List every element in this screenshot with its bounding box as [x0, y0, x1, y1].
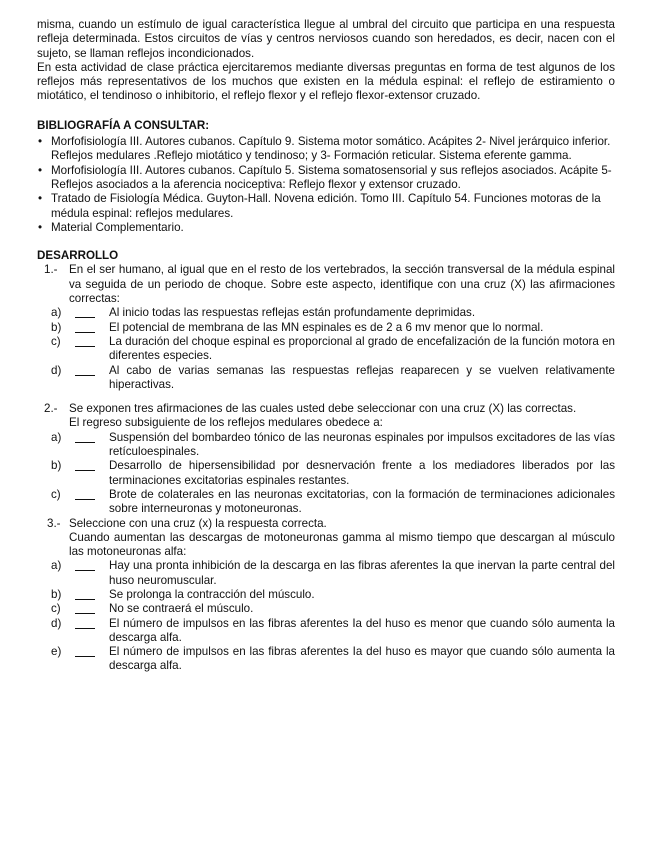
answer-blank[interactable]: [75, 346, 95, 347]
list-item: • Tratado de Fisiología Médica. Guyton-Hall. Novena edición. Tomo III. Capítulo 54. Funciones motoras de la médula espinal: reflejos medulares.: [38, 192, 601, 220]
question-subtext: Cuando aumentan las descargas de motoneuronas gamma al mismo tiempo que descargan al músculo las motoneuronas alfa:: [69, 530, 615, 559]
answer-blank[interactable]: [75, 599, 95, 600]
answer-option[interactable]: c) No se contraerá el músculo.: [51, 602, 254, 616]
answer-option[interactable]: a) Hay una pronta inhibición de la descarga en las fibras aferentes Ia que inervan la parte central del huso neuromuscular.: [51, 559, 615, 587]
question-1: [37, 263, 615, 306]
answer-blank[interactable]: [75, 613, 95, 614]
answer-option[interactable]: d) El número de impulsos en las fibras aferentes Ia del huso es menor que cuando sólo aumenta la descarga alfa.: [51, 616, 615, 644]
answer-option[interactable]: b) Desarrollo de hipersensibilidad por desnervación frente a los mediadores liberados por las terminaciones excitatorias espinales restantes.: [51, 459, 615, 487]
answer-option[interactable]: a) Al inicio todas las respuestas reflejas están profundamente deprimidas.: [51, 306, 476, 320]
question-number: 3.-: [47, 516, 61, 530]
list-item: • Morfofisiología III. Autores cubanos. Capítulo 5. Sistema somatosensorial y sus reflejos asociados. Acápite 5-Reflejos asociados a la aferencia nociceptiva: Reflejo flexor y extensor cruzado.: [38, 163, 612, 191]
bibliography-list: [37, 135, 615, 235]
question-text: Seleccione con una cruz (x) la respuesta correcta.: [69, 516, 327, 530]
answer-blank[interactable]: [75, 656, 95, 657]
answer-blank[interactable]: [75, 442, 95, 443]
intro-section: [37, 18, 615, 104]
list-item: • Material Complementario.: [38, 220, 184, 234]
answer-option[interactable]: d) Al cabo de varias semanas las respuestas reflejas reaparecen y se vuelven relativamente hiperactivas.: [51, 363, 615, 391]
bullet-icon: •: [38, 220, 43, 234]
answer-blank[interactable]: [75, 499, 95, 500]
answer-blank[interactable]: [75, 317, 95, 318]
answer-blank[interactable]: [75, 332, 95, 333]
bibliography-heading: BIBLIOGRAFÍA A CONSULTAR:: [37, 118, 210, 132]
answer-option[interactable]: b) El potencial de membrana de las MN espinales es de 2 a 6 mv menor que lo normal.: [51, 320, 544, 334]
answer-blank[interactable]: [75, 375, 95, 376]
development-heading: DESARROLLO: [37, 249, 119, 263]
answer-option[interactable]: c) La duración del choque espinal es proporcional al grado de encefalización de la función motora en diferentes especies.: [51, 334, 615, 363]
answer-blank[interactable]: [75, 628, 95, 629]
answer-option[interactable]: c) Brote de colaterales en las neuronas excitatorias, con la formación de terminaciones adicionales sobre interneuronas y motoneuronas.: [51, 487, 615, 516]
bullet-icon: •: [38, 163, 43, 177]
intro-paragraph: misma, cuando un estímulo de igual característica llegue al umbral del circuito que participa en una respuesta refleja determinada. Estos circuitos de vías y centros nerviosos cuando son heredados, es decir, nacen con el sujeto, se llaman reflejos incondicionados.: [37, 18, 615, 60]
answer-blank[interactable]: [75, 570, 95, 571]
question-number: 2.-: [44, 402, 58, 416]
question-2: [37, 402, 615, 416]
answer-option[interactable]: b) Se prolonga la contracción del músculo.: [51, 587, 315, 601]
document-page: [37, 18, 615, 674]
bullet-icon: •: [38, 192, 43, 206]
answer-blank[interactable]: [75, 470, 95, 471]
intro-paragraph: En esta actividad de clase práctica ejercitaremos mediante diversas preguntas en forma de test algunos de los reflejos más representativos de los muchos que existen en la médula espinal: el reflejo de estiramiento o miotático, el tendinoso o inhibitorio, el reflejo flexor y el reflejo flexor-extensor cruzado.: [37, 60, 615, 103]
bullet-icon: •: [38, 135, 43, 149]
answer-option[interactable]: e) El número de impulsos en las fibras aferentes Ia del huso es mayor que cuando sólo aumenta la descarga alfa.: [51, 645, 615, 673]
question-text: Se exponen tres afirmaciones de las cuales usted debe seleccionar con una cruz (X) las correctas.: [69, 402, 577, 416]
question-subtext: El regreso subsiguiente de los reflejos medulares obedece a:: [69, 416, 383, 430]
answer-option[interactable]: a) Suspensión del bombardeo tónico de las neuronas espinales por impulsos excitadores de las vías retículoespinales.: [51, 430, 615, 459]
list-item: • Morfofisiología III. Autores cubanos. Capítulo 9. Sistema motor somático. Acápites 2- Nivel jerárquico inferior. Reflejos medulares .Reflejo miotático y tendinoso; y 3- Formación reticular. Sistema eferente gamma.: [38, 135, 611, 163]
question-number: 1.-: [44, 263, 58, 277]
question-3: [37, 517, 615, 531]
question-text: En el ser humano, al igual que en el resto de los vertebrados, la sección transversal de la médula espinal va seguida de un periodo de choque. Sobre este aspecto, identifique con una cruz (X) las afirmaciones correctas:: [69, 263, 615, 306]
